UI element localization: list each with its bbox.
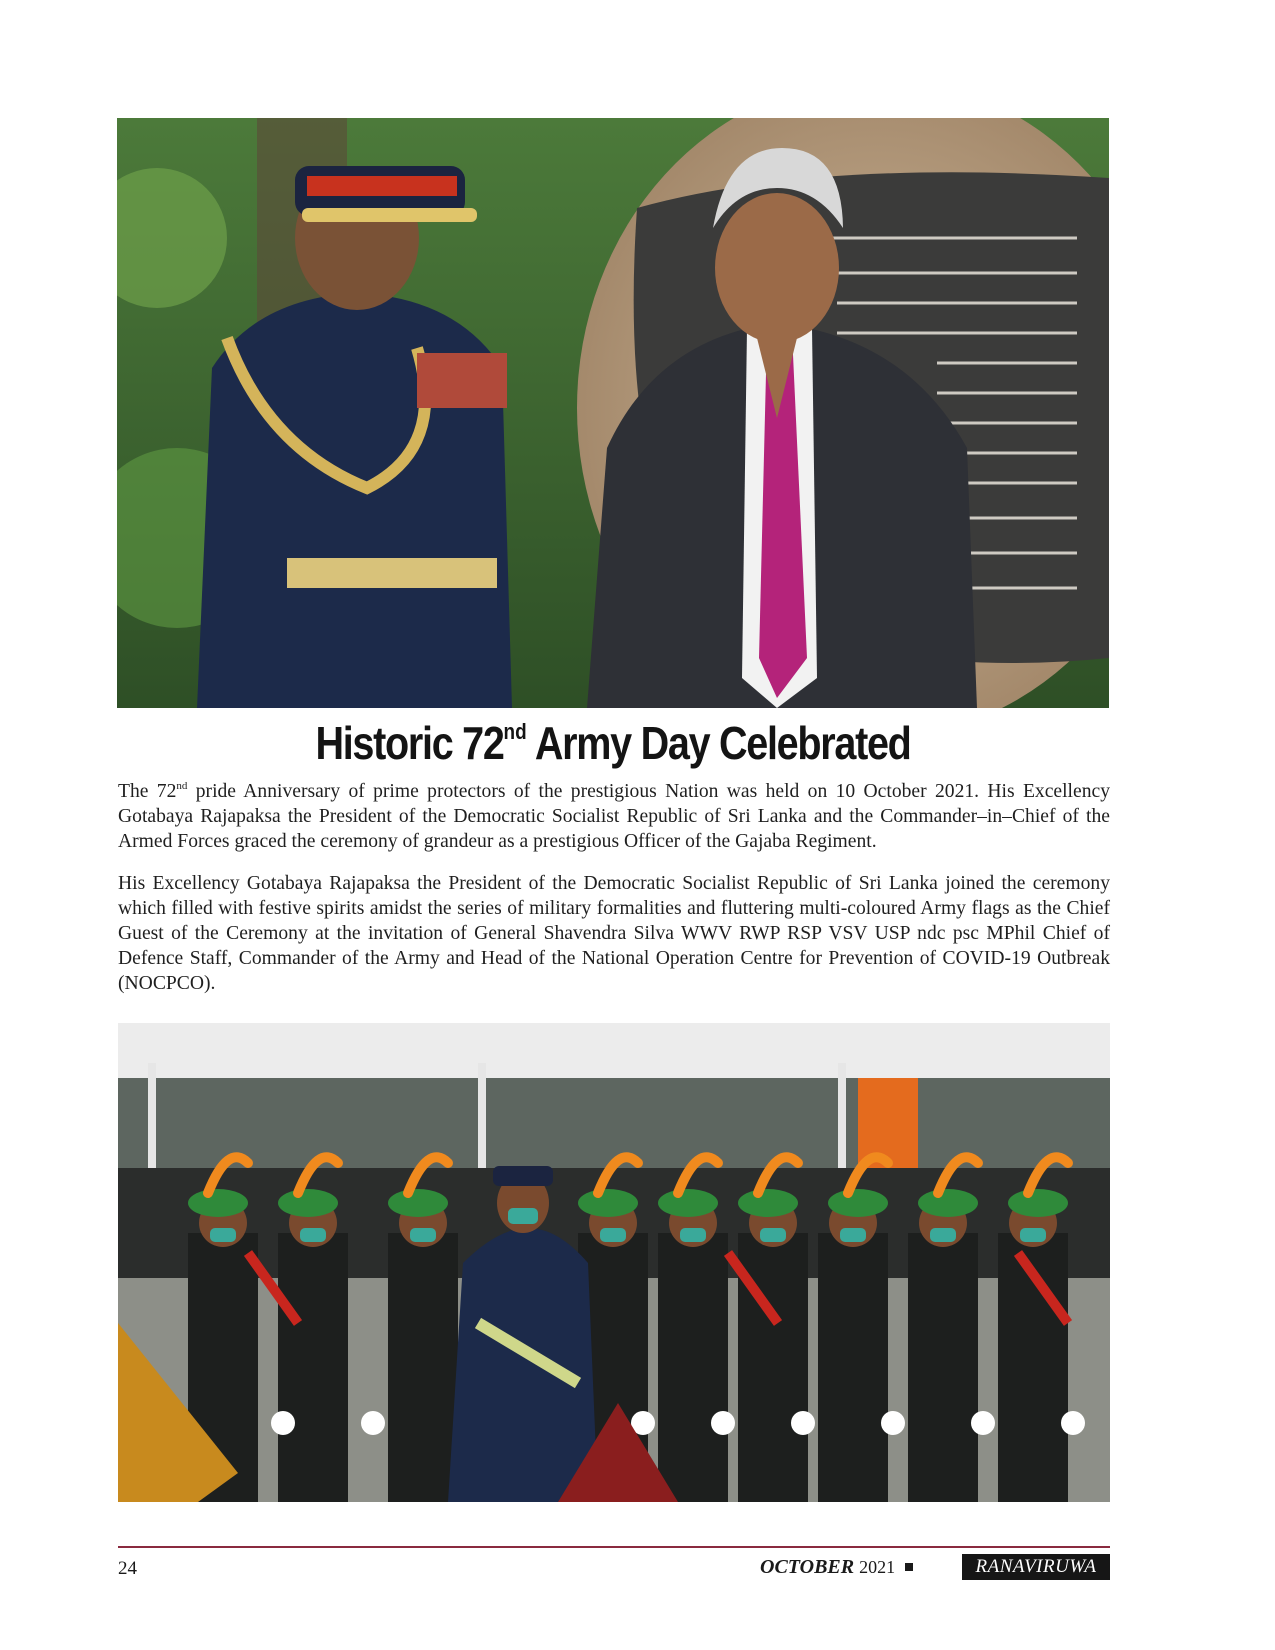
para1-text-pre: The 72 <box>118 781 177 802</box>
page-number: 24 <box>118 1558 137 1579</box>
article-paragraph-1 <box>118 779 1110 854</box>
issue-year: 2021 <box>859 1557 896 1577</box>
footer-rule <box>118 1546 1110 1548</box>
para1-ordinal-suffix: nd <box>176 780 188 792</box>
ceremony-photo-top <box>117 118 1109 708</box>
square-bullet-icon <box>905 1563 913 1571</box>
issue-month: OCTOBER <box>760 1556 855 1578</box>
title-text-pre: Historic 72 <box>315 717 504 769</box>
issue-date <box>760 1556 913 1579</box>
parade-photo-bottom <box>118 1023 1110 1502</box>
para1-text-post: pride Anniversary of prime protectors of the prestigious Nation was held on 10 October 2021. His Excellency Gotabaya Rajapaksa the President of the Democratic Socialist Republic of Sri Lanka and the Commander–in–Chief of the Armed Forces graced the ceremony of grandeur as a prestigious Officer of the Gajaba Regiment. <box>118 781 1110 852</box>
title-text-post: Army Day Celebrated <box>526 717 911 769</box>
title-ordinal-suffix: nd <box>503 719 527 744</box>
article-paragraph-2: His Excellency Gotabaya Rajapaksa the President of the Democratic Socialist Republic of Sri Lanka joined the ceremony which filled with festive spirits amidst the series of military formalities and fluttering multi-coloured Army flags as the Chief Guest of the Ceremony at the invitation of General Shavendra Silva WWV RWP RSP VSV USP ndc psc MPhil Chief of Defence Staff, Commander of the Army and Head of the National Operation Centre for Prevention of COVID-19 Outbreak (NOCPCO). <box>118 873 1110 994</box>
article-title <box>86 716 1140 770</box>
magazine-name: RANAVIRUWA <box>962 1554 1110 1580</box>
